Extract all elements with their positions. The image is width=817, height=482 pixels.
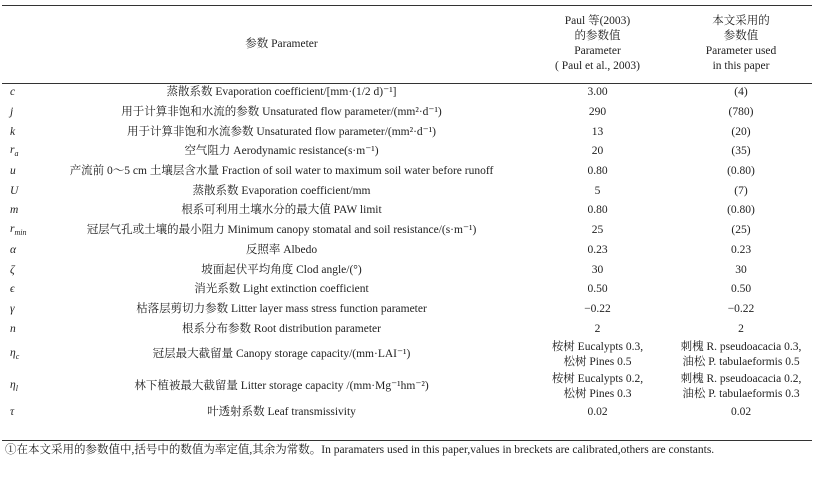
parameter-description: 冠层最大截留量 Canopy storage capacity/(mm·LAI⁻¹) bbox=[152, 348, 411, 361]
ours-value: 30 bbox=[735, 263, 747, 276]
symbol-text: ζ bbox=[10, 263, 15, 276]
table-row bbox=[2, 201, 812, 221]
symbol-subscript: min bbox=[14, 227, 27, 237]
table-row bbox=[2, 300, 812, 320]
paul-value: 0.80 bbox=[587, 165, 608, 178]
parameter-symbol bbox=[2, 300, 38, 320]
table-row bbox=[2, 181, 812, 201]
parameter-table bbox=[2, 5, 812, 422]
paul-value-line: 松树 Pines 0.5 bbox=[563, 355, 632, 368]
parameter-description: 蒸散系数 Evaporation coefficient/mm bbox=[192, 184, 371, 197]
symbol-text: η bbox=[10, 378, 16, 391]
ours-value bbox=[670, 339, 812, 371]
symbol-text: η bbox=[10, 346, 16, 359]
paul-value: 25 bbox=[591, 224, 604, 237]
parameter-column-header: 参数 Parameter bbox=[245, 37, 318, 50]
paul-value: −0.22 bbox=[584, 302, 611, 315]
parameter-description: 冠层气孔或土壤的最小阻力 Minimum canopy stomatal and soil resistance/(s·m⁻¹) bbox=[86, 224, 477, 237]
symbol-text: U bbox=[10, 184, 19, 197]
paul-header-line: 的参数值 bbox=[574, 30, 621, 42]
symbol-text: k bbox=[10, 125, 16, 138]
ours-value: (7) bbox=[734, 184, 748, 197]
ours-header-line: in this paper bbox=[712, 60, 770, 72]
symbol-text: ϵ bbox=[10, 283, 15, 296]
parameter-symbol bbox=[2, 319, 38, 339]
parameter-symbol bbox=[2, 201, 38, 221]
paul-header-line: Paul 等(2003) bbox=[564, 15, 631, 27]
table-row bbox=[2, 371, 812, 403]
paul-column-header bbox=[525, 5, 670, 83]
symbol-text: m bbox=[10, 204, 19, 217]
ours-column-header bbox=[670, 5, 812, 83]
parameter-symbol bbox=[2, 122, 38, 142]
paul-value bbox=[525, 339, 670, 371]
table-footnote: ①在本文采用的参数值中,括号中的数值为率定值,其余为常数。In paramaters used in this paper,values in breckets are calibrated,others are constants. bbox=[5, 444, 715, 456]
ours-value-line: 油松 P. tabulaeformis 0.3 bbox=[682, 387, 800, 400]
parameter-symbol bbox=[2, 181, 38, 201]
symbol-text: α bbox=[10, 243, 17, 256]
table-row bbox=[2, 83, 812, 103]
parameter-description: 用于计算非饱和水流的参数 Unsaturated flow parameter/(mm²·d⁻¹) bbox=[121, 106, 442, 119]
table-row bbox=[2, 162, 812, 182]
paul-value: 0.50 bbox=[587, 283, 608, 296]
table-row bbox=[2, 221, 812, 241]
table-row bbox=[2, 339, 812, 371]
ours-value: (4) bbox=[734, 86, 748, 99]
parameter-symbol bbox=[2, 162, 38, 182]
table-row bbox=[2, 142, 812, 162]
paul-value bbox=[525, 371, 670, 403]
paul-header-line: ( Paul et al., 2003) bbox=[555, 60, 640, 72]
parameter-description: 林下植被最大截留量 Litter storage capacity /(mm·Mg⁻¹hm⁻²) bbox=[134, 380, 429, 393]
parameter-description: 空气阻力 Aerodynamic resistance(s·m⁻¹) bbox=[184, 145, 379, 158]
parameter-description: 产流前 0～5 cm 土壤层含水量 Fraction of soil water to maximum soil water before runoff bbox=[69, 165, 494, 178]
paul-header-line: Parameter bbox=[574, 45, 621, 57]
parameter-symbol bbox=[2, 241, 38, 261]
parameter-symbol bbox=[2, 142, 38, 162]
ours-value: (25) bbox=[731, 224, 751, 237]
parameter-description: 蒸散系数 Evaporation coefficient/[mm·(1/2 d)⁻¹] bbox=[166, 86, 397, 99]
paul-value-line: 松树 Pines 0.3 bbox=[563, 387, 632, 400]
parameter-symbol bbox=[2, 280, 38, 300]
table-row bbox=[2, 241, 812, 261]
ours-value-line: 刺槐 R. pseudoacacia 0.2, bbox=[680, 372, 802, 385]
parameter-symbol bbox=[2, 260, 38, 280]
paul-value: 5 bbox=[594, 184, 601, 197]
paul-value: 20 bbox=[591, 145, 604, 158]
symbol-subscript: a bbox=[14, 148, 19, 158]
ours-value: 0.02 bbox=[730, 405, 752, 418]
parameter-symbol bbox=[2, 403, 38, 422]
parameter-symbol bbox=[2, 83, 38, 103]
table-row bbox=[2, 260, 812, 280]
ours-value: 2 bbox=[738, 322, 744, 335]
parameter-description: 根系分布参数 Root distribution parameter bbox=[182, 322, 381, 335]
paul-value: 0.02 bbox=[587, 405, 608, 418]
paul-value-line: 桉树 Eucalypts 0.3, bbox=[551, 340, 644, 353]
ours-value: 0.23 bbox=[730, 243, 752, 256]
symbol-subscript: c bbox=[15, 351, 20, 361]
symbol-subscript: l bbox=[15, 383, 18, 393]
paul-value: 3.00 bbox=[587, 86, 608, 99]
symbol-text: τ bbox=[10, 405, 15, 418]
paul-value: 2 bbox=[594, 322, 601, 335]
ours-value: (0.80) bbox=[727, 204, 755, 217]
symbol-text: γ bbox=[10, 302, 15, 315]
parameter-description: 叶透射系数 Leaf transmissivity bbox=[207, 405, 356, 418]
parameter-description: 坡面起伏平均角度 Clod angle/(°) bbox=[201, 263, 362, 276]
table-row bbox=[2, 280, 812, 300]
table-bottom-rule bbox=[2, 440, 812, 441]
parameter-symbol bbox=[2, 103, 38, 123]
ours-value bbox=[670, 371, 812, 403]
parameter-description: 枯落层剪切力参数 Litter layer mass stress function parameter bbox=[136, 302, 427, 315]
parameter-description: 消光系数 Light extinction coefficient bbox=[194, 283, 369, 296]
ours-value: (0.80) bbox=[727, 165, 755, 178]
paul-value-line: 桉树 Eucalypts 0.2, bbox=[551, 372, 644, 385]
ours-value: (20) bbox=[731, 125, 751, 138]
paul-value: 0.23 bbox=[587, 243, 608, 256]
table-row bbox=[2, 403, 812, 422]
paul-value: 13 bbox=[591, 125, 604, 138]
ours-header-line: 本文采用的 bbox=[712, 15, 770, 27]
parameter-symbol bbox=[2, 371, 38, 403]
symbol-text: r bbox=[10, 143, 15, 156]
symbol-text: c bbox=[10, 86, 16, 99]
symbol-text: r bbox=[10, 222, 15, 235]
parameter-description: 根系可利用土壤水分的最大值 PAW limit bbox=[181, 204, 382, 217]
table-header-row bbox=[2, 5, 812, 83]
table-row bbox=[2, 103, 812, 123]
ours-value: (35) bbox=[731, 145, 751, 158]
paul-value: 290 bbox=[588, 106, 607, 119]
ours-value: (780) bbox=[728, 106, 754, 119]
ours-header-line: 参数值 bbox=[723, 30, 759, 42]
symbol-text: n bbox=[10, 322, 16, 335]
ours-value: 0.50 bbox=[730, 283, 752, 296]
parameter-description: 反照率 Albedo bbox=[245, 243, 318, 256]
ours-value-line: 刺槐 R. pseudoacacia 0.3, bbox=[680, 340, 802, 353]
symbol-text: j bbox=[10, 106, 14, 119]
parameter-symbol bbox=[2, 339, 38, 371]
symbol-text: u bbox=[10, 165, 16, 178]
parameter-description: 用于计算非饱和水流参数 Unsaturated flow parameter/(mm²·d⁻¹) bbox=[126, 125, 437, 138]
paul-value: 30 bbox=[591, 263, 604, 276]
ours-value: −0.22 bbox=[727, 302, 755, 315]
ours-value-line: 油松 P. tabulaeformis 0.5 bbox=[682, 355, 800, 368]
table-row bbox=[2, 122, 812, 142]
table-row bbox=[2, 319, 812, 339]
parameter-symbol bbox=[2, 221, 38, 241]
ours-header-line: Parameter used bbox=[705, 45, 777, 57]
paul-value: 0.80 bbox=[587, 204, 608, 217]
